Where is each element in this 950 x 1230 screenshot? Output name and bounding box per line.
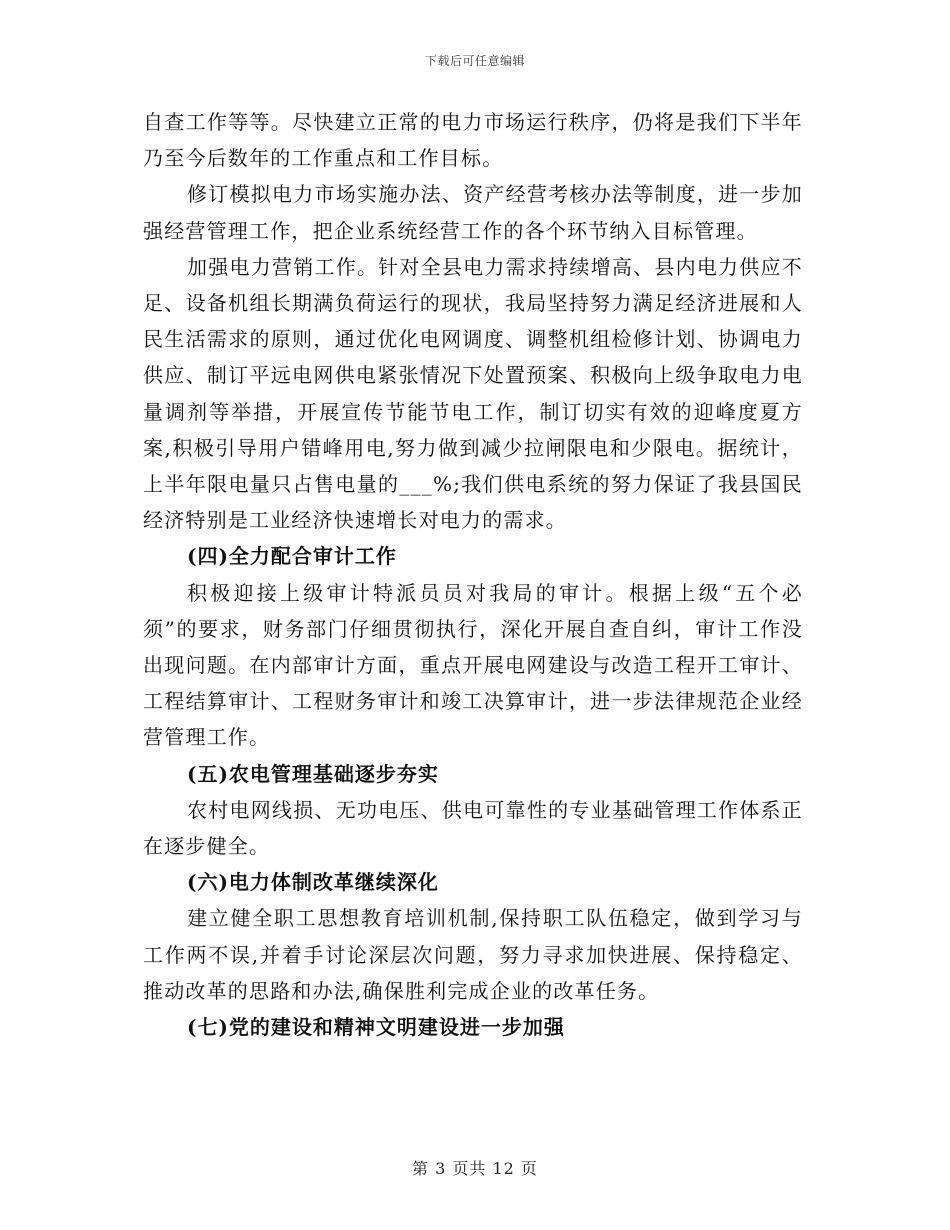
page-header: 下载后可任意编辑: [424, 54, 525, 68]
section-heading: (四)全力配合审计工作: [187, 544, 397, 569]
page-footer: 第 3 页共 12 页: [412, 1159, 538, 1178]
paragraph: 自查工作等等。尽快建立正常的电力市场运行秩序，仍将是我们下半年乃至今后数年的工作重点和工作目标。: [143, 110, 803, 171]
section-heading: (五)农电管理基础逐步夯实: [187, 761, 439, 786]
section-heading: (七)党的建设和精神文明建设进一步加强: [187, 1015, 565, 1040]
paragraph: 建立健全职工思想教育培训机制,保持职工队伍稳定，做到学习与工作两不误,并着手讨论深层次问题，努力寻求加快进展、保持稳定、推动改革的思路和办法,确保胜利完成企业的改革任务。: [143, 906, 803, 1003]
paragraph: 积极迎接上级审计特派员员对我局的审计。根据上级“五个必须”的要求，财务部门仔细贯彻执行，深化开展自查自纠，审计工作没出现问题。在内部审计方面，重点开展电网建设与改造工程开工审计、工程结算审计、工程财务审计和竣工决算审计，进一步法律规范企业经营管理工作。: [143, 580, 803, 750]
section-heading: (六)电力体制改革继续深化: [187, 870, 439, 895]
paragraph: 农村电网线损、无功电压、供电可靠性的专业基础管理工作体系正在逐步健全。: [143, 797, 803, 859]
paragraph: 修订模拟电力市场实施办法、资产经营考核办法等制度，进一步加强经营管理工作，把企业系统经营工作的各个环节纳入目标管理。: [143, 182, 803, 243]
paragraph: 加强电力营销工作。针对全县电力需求持续增高、县内电力供应不足、设备机组长期满负荷运行的现状，我局坚持努力满足经济进展和人民生活需求的原则，通过优化电网调度、调整机组检修计划、协调电力供应、制订平远电网供电紧张情况下处置预案、积极向上级争取电力电量调剂等举措，开展宣传节能节电工作，制订切实有效的迎峰度夏方案,积极引导用户错峰用电,努力做到减少拉闸限电和少限电。据统计，上半年限电量只占售电量的___%;我们供电系统的努力保证了我县国民经济特别是工业经济快速增长对电力的需求。: [143, 254, 803, 533]
document-body: [143, 104, 803, 1045]
